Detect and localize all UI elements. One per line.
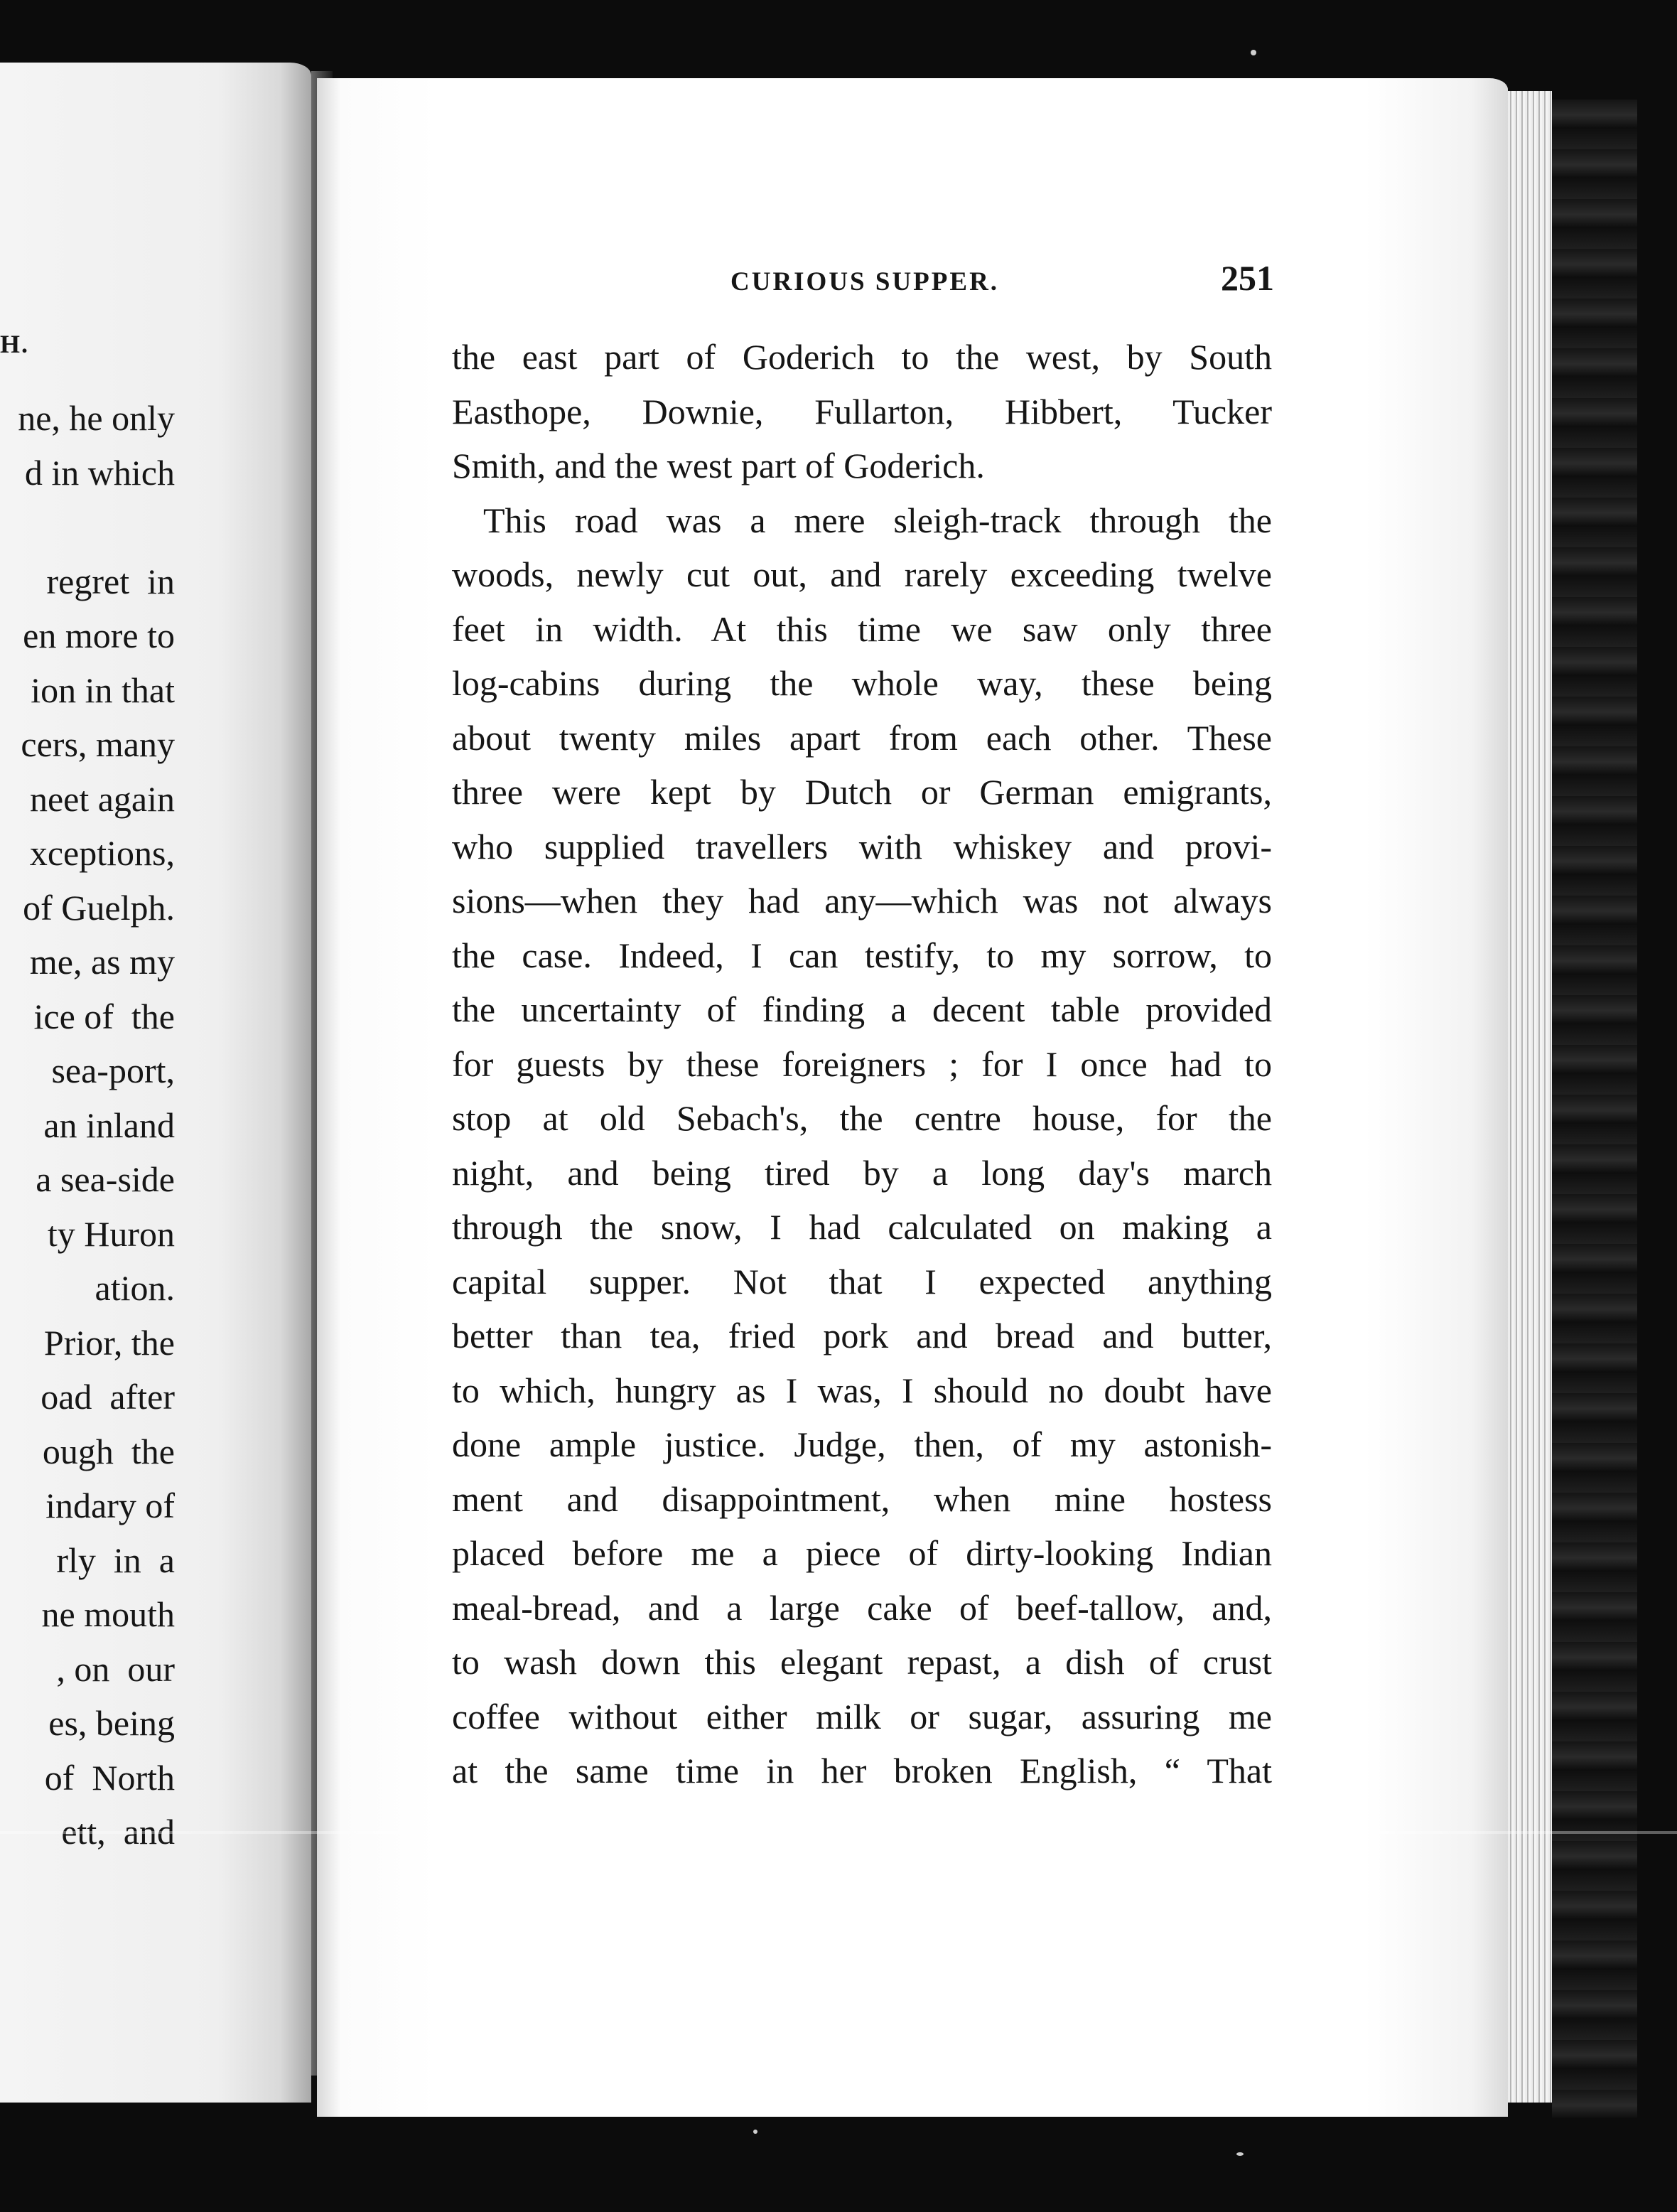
text-line: Easthope, Downie, Fullarton, Hibbert, Tucker bbox=[452, 391, 1272, 431]
text-line: woods, newly cut out, and rarely exceeding twelve bbox=[452, 554, 1272, 594]
previous-page-line: sea-port, bbox=[51, 1051, 175, 1090]
dust-speck bbox=[753, 2130, 757, 2134]
text-line: to wash down this elegant repast, a dish of crust bbox=[452, 1642, 1272, 1682]
previous-page-running-head: H. bbox=[0, 330, 30, 358]
text-line: at the same time in her broken English, “ That bbox=[452, 1751, 1272, 1790]
text-line: about twenty miles apart from each other. These bbox=[452, 717, 1272, 758]
previous-page-line: ation. bbox=[95, 1268, 175, 1308]
text-line: stop at old Sebach's, the centre house, for the bbox=[452, 1098, 1272, 1138]
previous-page-line: an inland bbox=[43, 1105, 175, 1145]
previous-page-line: me, as my bbox=[29, 942, 175, 982]
text-line: coffee without either milk or sugar, assuring me bbox=[452, 1696, 1272, 1736]
previous-page-line bbox=[0, 500, 311, 554]
previous-page-line: oad after bbox=[41, 1377, 175, 1417]
body-text bbox=[452, 330, 1272, 1798]
text-line: night, and being tired by a long day's march bbox=[452, 1152, 1272, 1193]
text-line: capital supper. Not that I expected anything bbox=[452, 1261, 1272, 1301]
previous-page-line: ne mouth bbox=[41, 1594, 175, 1634]
dust-speck bbox=[1236, 2152, 1244, 2156]
previous-page-line: Prior, the bbox=[43, 1322, 175, 1363]
text-line: the east part of Goderich to the west, by South bbox=[452, 337, 1272, 377]
previous-page-line: d in which bbox=[24, 452, 175, 493]
page-edges bbox=[1508, 91, 1552, 2103]
previous-page-line: ne, he only bbox=[18, 398, 175, 438]
text-line: better than tea, fried pork and bread and butter, bbox=[452, 1316, 1272, 1355]
previous-page-line: ty Huron bbox=[47, 1213, 175, 1254]
text-line: meal-bread, and a large cake of beef-tallow, and, bbox=[452, 1587, 1272, 1628]
previous-page-line: indary of bbox=[45, 1486, 175, 1525]
text-line: sions—when they had any—which was not always bbox=[452, 881, 1272, 920]
text-line: done ample justice. Judge, then, of my astonish- bbox=[452, 1424, 1272, 1464]
previous-page-line: , on our bbox=[56, 1648, 175, 1689]
page-number: 251 bbox=[1221, 258, 1274, 298]
previous-page-text bbox=[0, 391, 311, 1859]
scan-artifact bbox=[0, 1831, 1677, 1834]
text-line: who supplied travellers with whiskey and provi- bbox=[452, 826, 1272, 866]
text-line: feet in width. At this time we saw only three bbox=[452, 608, 1272, 649]
text-line: the uncertainty of finding a decent table provided bbox=[452, 989, 1272, 1029]
previous-page bbox=[0, 63, 311, 2103]
previous-page-line: neet again bbox=[29, 778, 175, 819]
previous-page-line: en more to bbox=[23, 616, 175, 655]
previous-page-line: regret in bbox=[46, 561, 175, 601]
previous-page-line: ough the bbox=[42, 1431, 175, 1471]
text-line: This road was a mere sleigh-track through the bbox=[483, 500, 1272, 540]
previous-page-line: of Guelph. bbox=[23, 887, 175, 928]
previous-page-line: rly in a bbox=[56, 1540, 175, 1580]
book-cover-edge bbox=[1552, 100, 1637, 2118]
text-line: log-cabins during the whole way, these being bbox=[452, 663, 1272, 703]
running-head: CURIOUS SUPPER. bbox=[730, 267, 1000, 296]
text-line: Smith, and the west part of Goderich. bbox=[452, 446, 985, 485]
previous-page-line: of North bbox=[44, 1757, 175, 1798]
text-line: through the snow, I had calculated on making a bbox=[452, 1207, 1272, 1247]
text-line: three were kept by Dutch or German emigrants, bbox=[452, 772, 1272, 812]
previous-page-line: ice of the bbox=[33, 996, 175, 1036]
text-line: ment and disappointment, when mine hostess bbox=[452, 1478, 1272, 1519]
previous-page-line: ion in that bbox=[31, 670, 175, 710]
previous-page-line: xceptions, bbox=[29, 833, 175, 873]
text-line: the case. Indeed, I can testify, to my sorrow, to bbox=[452, 935, 1272, 975]
previous-page-line: cers, many bbox=[21, 724, 175, 764]
text-line: for guests by these foreigners ; for I once had to bbox=[452, 1043, 1272, 1084]
text-line: placed before me a piece of dirty-looking Indian bbox=[452, 1533, 1272, 1573]
dust-speck bbox=[1251, 50, 1256, 55]
text-line: to which, hungry as I was, I should no doubt have bbox=[452, 1370, 1272, 1410]
previous-page-line: es, being bbox=[48, 1703, 175, 1743]
previous-page-line: a sea-side bbox=[36, 1159, 175, 1199]
previous-page-line: ett, and bbox=[61, 1812, 175, 1852]
